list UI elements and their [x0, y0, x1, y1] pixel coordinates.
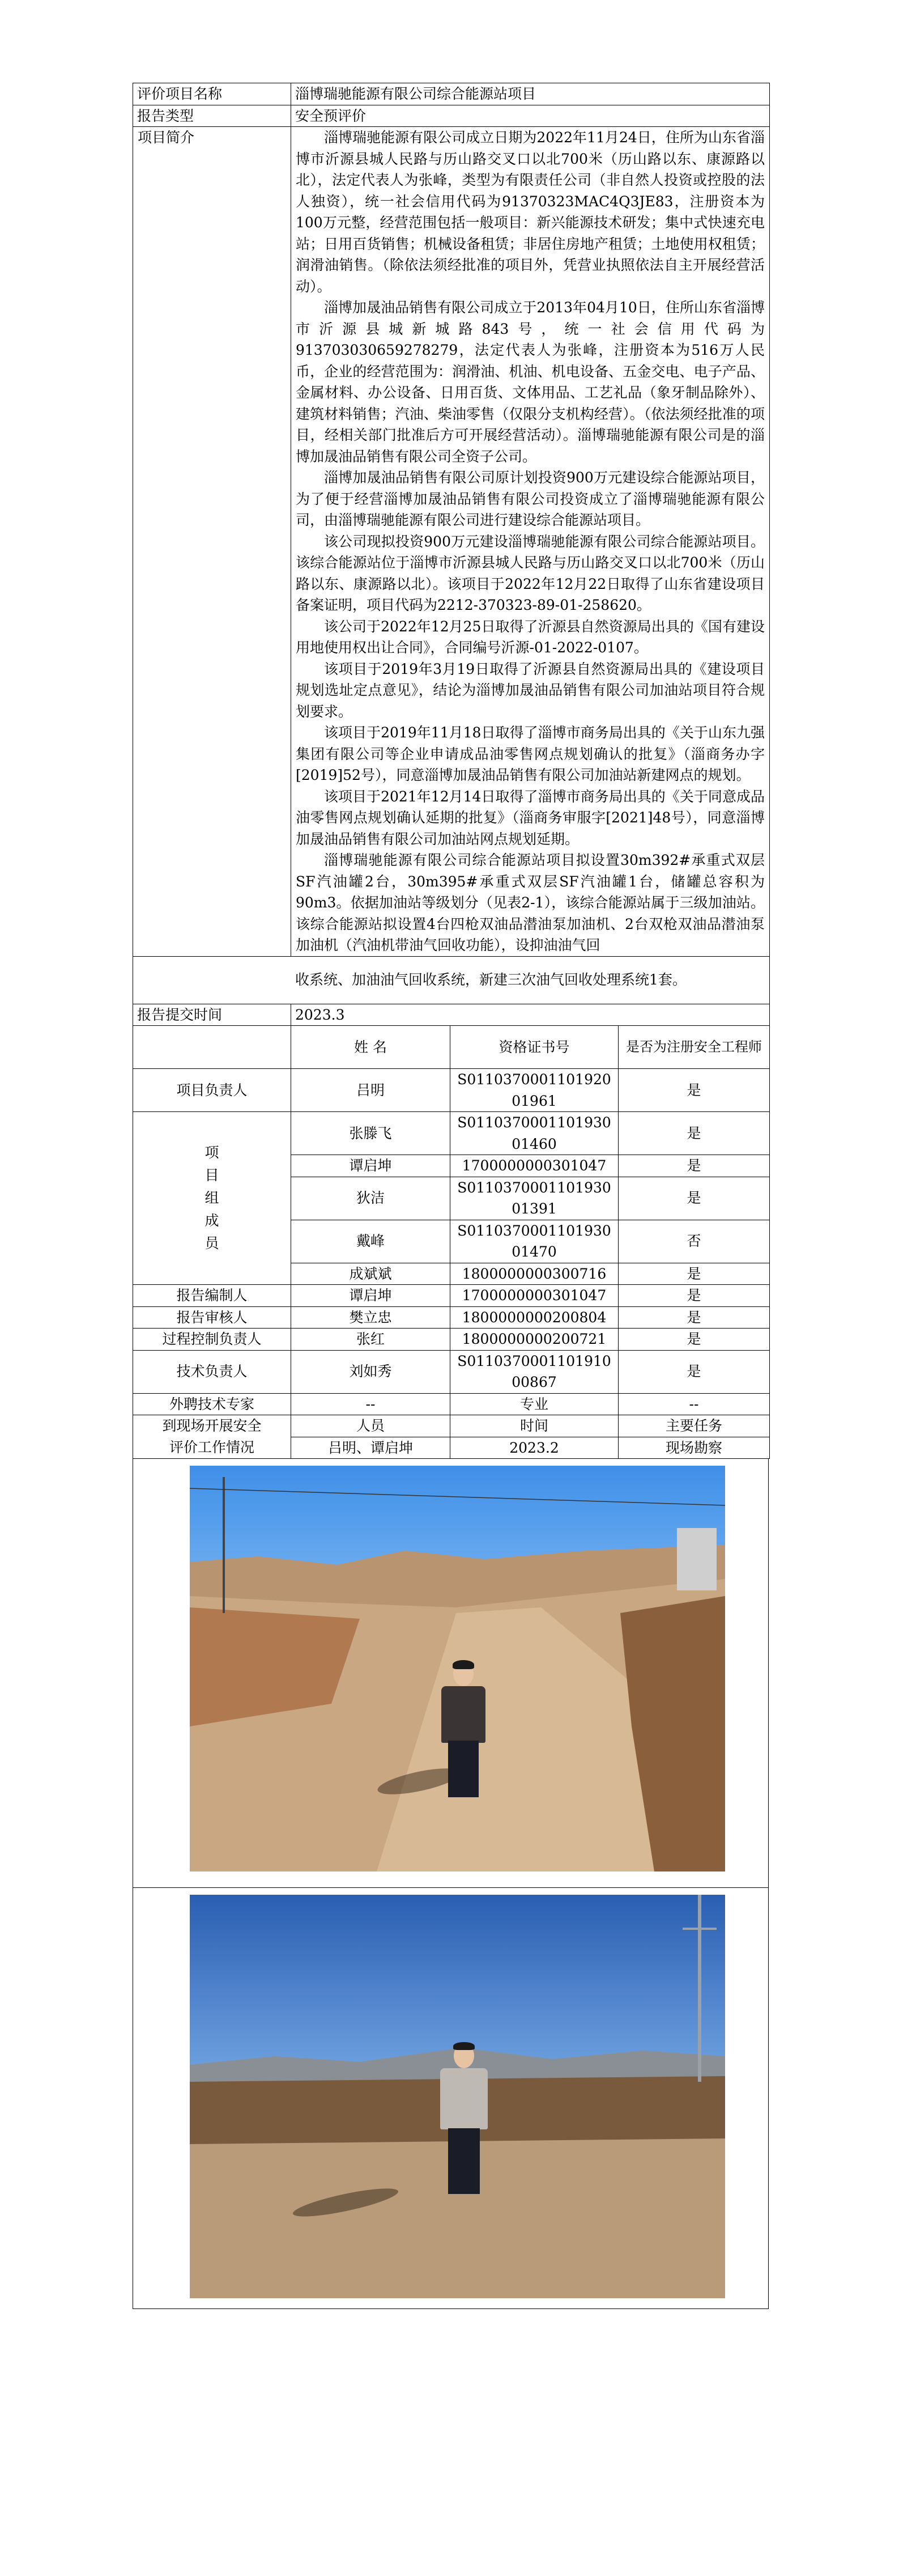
project-intro-label: 项目简介 — [133, 127, 291, 957]
team-member-cert: S011037000110193001460 — [450, 1112, 619, 1155]
project-leader-registered: 是 — [619, 1069, 770, 1112]
person-legs — [448, 2128, 480, 2194]
intro-paragraph: 该项目于2019年3月19日取得了沂源县自然资源局出具的《建设项目规划选址定点意见》，结论为淄博加晟油品销售有限公司加油站项目符合规划要求。 — [296, 660, 765, 720]
role-row — [133, 1306, 770, 1329]
staff-header-row — [133, 1026, 770, 1069]
intro-continuation-row — [133, 956, 770, 1004]
site-visit-header-row — [133, 1415, 770, 1437]
site-visit-time: 2023.2 — [450, 1437, 619, 1459]
intro-continuation: 收系统、加油油气回收系统，新建三次油气回收处理系统1套。 — [133, 956, 770, 1004]
site-photo-frame-2 — [133, 1888, 769, 2309]
project-leader-role: 项目负责人 — [133, 1069, 291, 1112]
site-visit-label-line2: 评价工作情况 — [169, 1439, 254, 1455]
team-member-registered: 是 — [619, 1177, 770, 1220]
role-label: 报告编制人 — [133, 1285, 291, 1307]
team-member-row — [133, 1112, 770, 1155]
person-jacket — [441, 1686, 485, 1743]
site-visit-label-line1: 到现场开展安全 — [162, 1418, 262, 1434]
intro-paragraph: 淄博瑞驰能源有限公司综合能源站项目拟设置30m392#承重式双层SF汽油罐2台，30m395#承重式双层SF汽油罐1台，储罐总容积为90m3。依据加油站等级划分（见表2-1），该综合能源站属于三级加油站。该综合能源站拟设置4台四枪双油品潜油泵加油机、2台双枪双油品潜油泵加油机（汽油机带油气回收功能），设抑油油气回 — [296, 852, 765, 953]
team-member-name: 张滕飞 — [291, 1112, 450, 1155]
role-registered: 是 — [619, 1306, 770, 1329]
team-label-char: 组 — [204, 1190, 219, 1206]
staff-header-name: 姓 名 — [291, 1026, 450, 1069]
team-member-name: 戴峰 — [291, 1220, 450, 1263]
role-name: 张红 — [291, 1329, 450, 1351]
project-leader-cert: S011037000110192001961 — [450, 1069, 619, 1112]
team-member-registered: 否 — [619, 1220, 770, 1263]
external-expert-name: -- — [291, 1393, 450, 1415]
report-type-label: 报告类型 — [133, 105, 291, 127]
person-hair — [453, 2042, 475, 2050]
project-leader-row — [133, 1069, 770, 1112]
intro-paragraph: 该项目于2019年11月18日取得了淄博市商务局出具的《关于山东九强集团有限公司等企业申请成品油零售网点规划确认的批复》（淄商务办字[2019]52号），同意淄博加晟油品销售有限公司加油站新建网点的规划。 — [296, 724, 765, 783]
team-label — [133, 1112, 291, 1285]
site-photo-1 — [190, 1466, 725, 1871]
project-name-row — [133, 83, 770, 105]
site-visit-people-header: 人员 — [291, 1415, 450, 1437]
project-name-value: 淄博瑞驰能源有限公司综合能源站项目 — [291, 83, 770, 105]
team-member-name: 狄洁 — [291, 1177, 450, 1220]
team-member-name: 成斌斌 — [291, 1263, 450, 1285]
project-intro-row — [133, 127, 770, 957]
team-label-char: 项 — [204, 1144, 219, 1161]
site-visit-time-header: 时间 — [450, 1415, 619, 1437]
intro-paragraph: 淄博加晟油品销售有限公司原计划投资900万元建设综合能源站项目，为了便于经营淄博加晟油品销售有限公司投资成立了淄博瑞驰能源有限公司，由淄博瑞驰能源有限公司进行建设综合能源站项目。 — [296, 469, 765, 528]
role-name: 刘如秀 — [291, 1350, 450, 1393]
site-photo-2 — [190, 1895, 725, 2298]
external-expert-row — [133, 1393, 770, 1415]
power-line — [190, 1488, 725, 1505]
team-label-char: 员 — [204, 1235, 219, 1251]
role-registered: 是 — [619, 1329, 770, 1351]
role-label: 过程控制负责人 — [133, 1329, 291, 1351]
role-name: 谭启坤 — [291, 1285, 450, 1307]
team-member-registered: 是 — [619, 1112, 770, 1155]
intro-paragraph: 该公司现拟投资900万元建设淄博瑞驰能源有限公司综合能源站项目。该综合能源站位于淄博市沂源县城人民路与历山路交叉口以北700米（历山路以东、康源路以北）。该项目于2022年12月22日取得了山东省建设项目备案证明，项目代码为2212-370323-89-01-258620。 — [296, 533, 765, 613]
project-name-label: 评价项目名称 — [133, 83, 291, 105]
person-legs — [448, 1741, 479, 1797]
role-cert: 1800000000200804 — [450, 1306, 619, 1329]
project-leader-name: 吕明 — [291, 1069, 450, 1112]
role-row — [133, 1285, 770, 1307]
submit-time-value: 2023.3 — [291, 1004, 770, 1026]
team-label-char: 目 — [204, 1167, 219, 1183]
role-row — [133, 1350, 770, 1393]
external-expert-registered: -- — [619, 1393, 770, 1415]
person-photo-1 — [438, 1661, 489, 1800]
site-visit-task: 现场勘察 — [619, 1437, 770, 1459]
role-name: 樊立忠 — [291, 1306, 450, 1329]
team-member-cert: 1800000000300716 — [450, 1263, 619, 1285]
team-member-registered: 是 — [619, 1155, 770, 1177]
team-member-cert: 1700000000301047 — [450, 1155, 619, 1177]
intro-paragraph: 该公司于2022年12月25日取得了沂源县自然资源局出具的《国有建设用地使用权出让合同》，合同编号沂源-01-2022-0107。 — [296, 618, 765, 656]
role-label: 报告审核人 — [133, 1306, 291, 1329]
team-label-char: 成 — [204, 1212, 219, 1229]
staff-header-registered: 是否为注册安全工程师 — [619, 1026, 770, 1069]
team-member-name: 谭启坤 — [291, 1155, 450, 1177]
role-row — [133, 1329, 770, 1351]
staff-header-cert: 资格证书号 — [450, 1026, 619, 1069]
submit-time-row — [133, 1004, 770, 1026]
intro-paragraph: 淄博瑞驰能源有限公司成立日期为2022年11月24日，住所为山东省淄博市沂源县城人民路与历山路交叉口以北700米（历山路以东、康源路以北），法定代表人为张峰，类型为有限责任公司（非自然人投资或控股的法人独资），统一社会信用代码为91370323MAC4Q3JE83，注册资本为100万元整，经营范围包括一般项目：新兴能源技术研发；集中式快速充电站；日用百货销售；机械设备租赁；非居住房地产租赁；土地使用权租赁；润滑油销售。（除依法须经批准的项目外，凭营业执照依法自主开展经营活动）。 — [296, 129, 765, 295]
role-cert: S011037000110191000867 — [450, 1350, 619, 1393]
external-expert-label: 外聘技术专家 — [133, 1393, 291, 1415]
site-photo-frame-1 — [133, 1459, 769, 1888]
report-type-row — [133, 105, 770, 127]
person-photo-2 — [434, 2043, 493, 2196]
role-registered: 是 — [619, 1350, 770, 1393]
building — [677, 1528, 717, 1590]
person-hair — [453, 1660, 474, 1669]
role-registered: 是 — [619, 1285, 770, 1307]
staff-header-empty — [133, 1026, 291, 1069]
report-page — [133, 83, 769, 2309]
intro-paragraph: 淄博加晟油品销售有限公司成立于2013年04月10日，住所山东省淄博市沂源县城新城路843号，统一社会信用代码为913703030659278279，法定代表人为张峰，注册资本为516万人民币，企业的经营范围为：润滑油、机油、机电设备、五金交电、电子产品、金属材料、办公设备、日用百货、文体用品、工艺礼品（象牙制品除外）、建筑材料销售；汽油、柴油零售（仅限分支机构经营）。（依法须经批准的项目，经相关部门批准后方可开展经营活动）。淄博瑞驰能源有限公司是的淄博加晟油品销售有限公司全资子公司。 — [296, 299, 765, 465]
project-intro-content — [291, 127, 770, 957]
role-cert: 1800000000200721 — [450, 1329, 619, 1351]
site-visit-people: 吕明、谭启坤 — [291, 1437, 450, 1459]
team-member-registered: 是 — [619, 1263, 770, 1285]
person-jacket — [440, 2068, 488, 2129]
site-visit-task-header: 主要任务 — [619, 1415, 770, 1437]
report-type-value: 安全预评价 — [291, 105, 770, 127]
role-cert: 1700000000301047 — [450, 1285, 619, 1307]
intro-paragraph: 该项目于2021年12月14日取得了淄博市商务局出具的《关于同意成品油零售网点规划确认延期的批复》（淄商务审服字[2021]48号），同意淄博加晟油品销售有限公司加油站网点规划延期。 — [296, 788, 765, 847]
role-label: 技术负责人 — [133, 1350, 291, 1393]
team-member-cert: S011037000110193001470 — [450, 1220, 619, 1263]
team-member-cert: S011037000110193001391 — [450, 1177, 619, 1220]
site-visit-label — [133, 1415, 291, 1459]
evaluation-info-table — [133, 83, 770, 1459]
submit-time-label: 报告提交时间 — [133, 1004, 291, 1026]
external-expert-specialty: 专业 — [450, 1393, 619, 1415]
